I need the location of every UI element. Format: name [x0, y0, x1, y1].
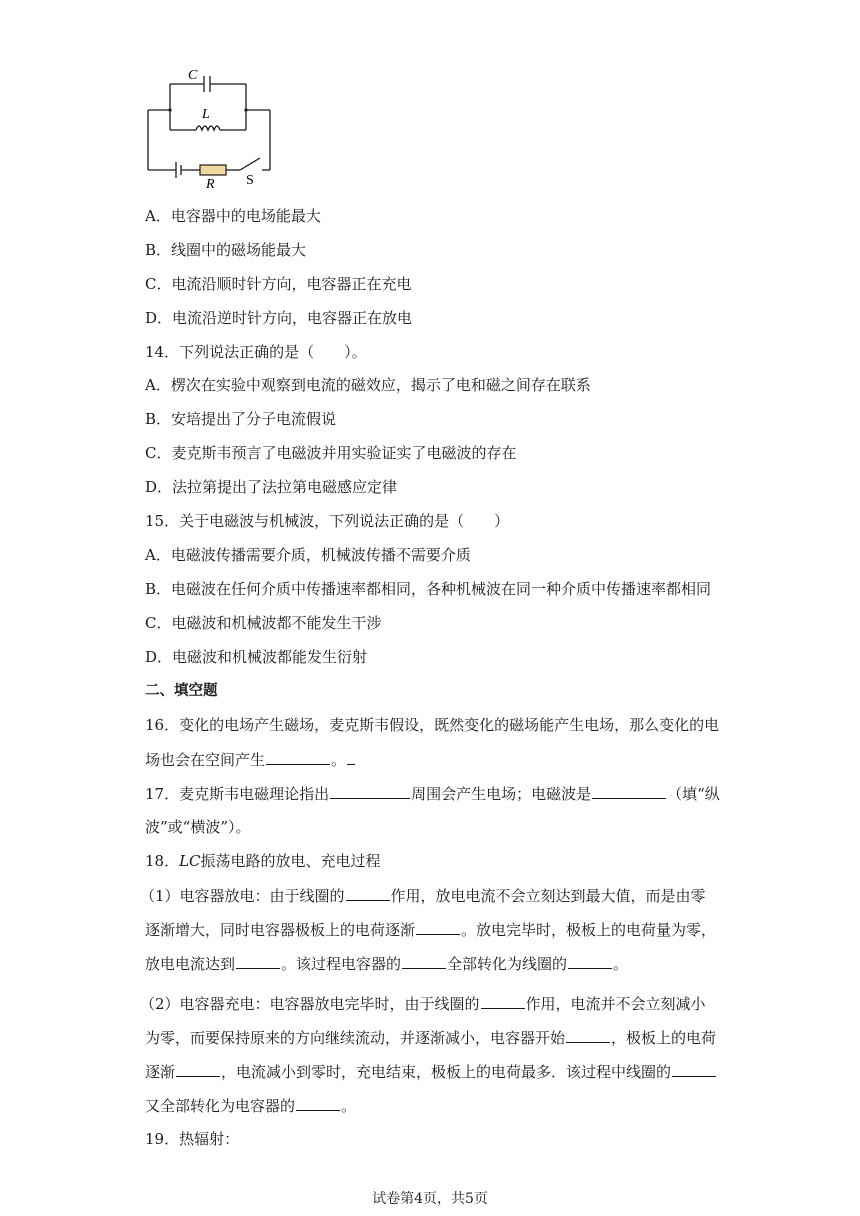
- q18-p2-l1-a: （2）电容器充电：电容器放电完毕时，由于线圈的: [140, 995, 480, 1013]
- q18-p2-line3: [145, 1060, 717, 1083]
- lc-circuit-diagram: [140, 60, 290, 195]
- q17-text-c: （填“纵: [667, 785, 720, 803]
- q18-p2-l4-b: 。: [341, 1097, 357, 1115]
- q18-lc: LC: [179, 852, 201, 870]
- q17-text-b: 周围会产生电场；电磁波是: [411, 785, 592, 803]
- q18-p2-l2-b: ，极板上的电荷: [611, 1029, 717, 1047]
- q16-line2: [145, 748, 356, 771]
- q18-stem: [145, 850, 381, 872]
- q18-p2-l4-a: 又全部转化为电容器的: [145, 1097, 296, 1115]
- q18-p1-line3: [145, 952, 628, 975]
- q15-option-c: C．电磁波和机械波都不能发生干涉: [145, 614, 382, 632]
- q18-p1-l3-a: 放电电流达到: [145, 955, 236, 973]
- switch-label: S: [246, 173, 254, 188]
- q13-option-a: A．电容器中的电场能最大: [145, 207, 321, 225]
- q14-option-c: C．麦克斯韦预言了电磁波并用实验证实了电磁波的存在: [145, 444, 517, 462]
- q16-blank[interactable]: [266, 748, 330, 765]
- q15-option-a: A．电磁波传播需要介质，机械波传播不需要介质: [145, 546, 471, 564]
- q18-p2-l2-a: 为零，而要保持原来的方向继续流动，并逐渐减小，电容器开始: [145, 1029, 566, 1047]
- q18-blank-8[interactable]: [176, 1060, 220, 1077]
- q18-p1-l3-d: 。: [613, 955, 629, 973]
- q18-p2-l3-b: ，电流减小到零时，充电结束，极板上的电荷最多．该过程中线圈的: [221, 1063, 672, 1081]
- capacitor-label: C: [188, 68, 198, 83]
- page-footer: 试卷第4页，共5页: [372, 1191, 488, 1207]
- q17-blank-1[interactable]: [330, 782, 410, 799]
- q18-blank-6[interactable]: [481, 992, 525, 1009]
- q13-option-b: B．线圈中的磁场能最大: [145, 241, 307, 259]
- q13-option-c: C．电流沿顺时针方向，电容器正在充电: [145, 275, 412, 293]
- q15-option-b: B．电磁波在任何介质中传播速率都相同，各种机械波在同一种介质中传播速率都相同: [145, 580, 712, 598]
- q18-num: 18．: [145, 852, 180, 870]
- q14-option-a: A．楞次在实验中观察到电流的磁效应，揭示了电和磁之间存在联系: [145, 376, 591, 394]
- q18-blank-4[interactable]: [402, 952, 446, 969]
- q18-p1-l2-b: 。放电完毕时，极板上的电荷量为零，: [461, 921, 717, 939]
- q18-blank-3[interactable]: [236, 952, 280, 969]
- q18-p2-l1-b: 作用，电流并不会立刻减小: [525, 995, 706, 1013]
- q18-p2-line1: [140, 992, 706, 1015]
- q17-line1: [145, 782, 720, 805]
- q17-line2: 波”或“横波”）。: [145, 818, 251, 836]
- section-heading-fill-in: 二、填空题: [145, 683, 218, 699]
- q17-blank-2[interactable]: [592, 782, 666, 799]
- q18-p1-l3-b: 。该过程电容器的: [281, 955, 402, 973]
- q18-blank-5[interactable]: [568, 952, 612, 969]
- q15-option-d: D．电磁波和机械波都能发生衍射: [145, 648, 368, 666]
- q18-p1-line2: [145, 918, 716, 941]
- q16-blank-tail: [347, 748, 355, 765]
- q18-blank-7[interactable]: [566, 1026, 610, 1043]
- q16-text: 场也会在空间产生: [145, 751, 266, 769]
- q14-option-d: D．法拉第提出了法拉第电磁感应定律: [145, 478, 398, 496]
- q14-stem: 14．下列说法正确的是（ ）。: [145, 343, 367, 361]
- q18-stem-text: 振荡电路的放电、充电过程: [200, 852, 381, 870]
- q17-text-a: 17．麦克斯韦电磁理论指出: [145, 785, 330, 803]
- q14-option-b: B．安培提出了分子电流假说: [145, 410, 337, 428]
- q18-p2-line2: [145, 1026, 716, 1049]
- q16-end: 。: [331, 751, 347, 769]
- q18-p2-line4: [145, 1094, 356, 1117]
- q18-p1-l2-a: 逐渐增大，同时电容器极板上的电荷逐渐: [145, 921, 416, 939]
- q18-blank-2[interactable]: [416, 918, 460, 935]
- inductor-label: L: [202, 107, 210, 122]
- resistor-label: R: [206, 177, 215, 192]
- q18-p1-l3-c: 全部转化为线圈的: [447, 955, 568, 973]
- q18-blank-9[interactable]: [672, 1060, 716, 1077]
- q19-stem: 19．热辐射：: [145, 1130, 240, 1148]
- q18-p2-l3-a: 逐渐: [145, 1063, 176, 1081]
- q18-p1-line1: [140, 884, 706, 907]
- q18-blank-1[interactable]: [346, 884, 390, 901]
- q18-p1-l1-a: （1）电容器放电：由于线圈的: [140, 887, 345, 905]
- q13-option-d: D．电流沿逆时针方向，电容器正在放电: [145, 309, 413, 327]
- q18-blank-10[interactable]: [296, 1094, 340, 1111]
- q18-p1-l1-b: 作用，放电电流不会立刻达到最大值，而是由零: [390, 887, 706, 905]
- q16-line1: 16．变化的电场产生磁场，麦克斯韦假设，既然变化的磁场能产生电场，那么变化的电: [145, 716, 720, 734]
- q15-stem: 15．关于电磁波与机械波，下列说法正确的是（ ）: [145, 512, 510, 530]
